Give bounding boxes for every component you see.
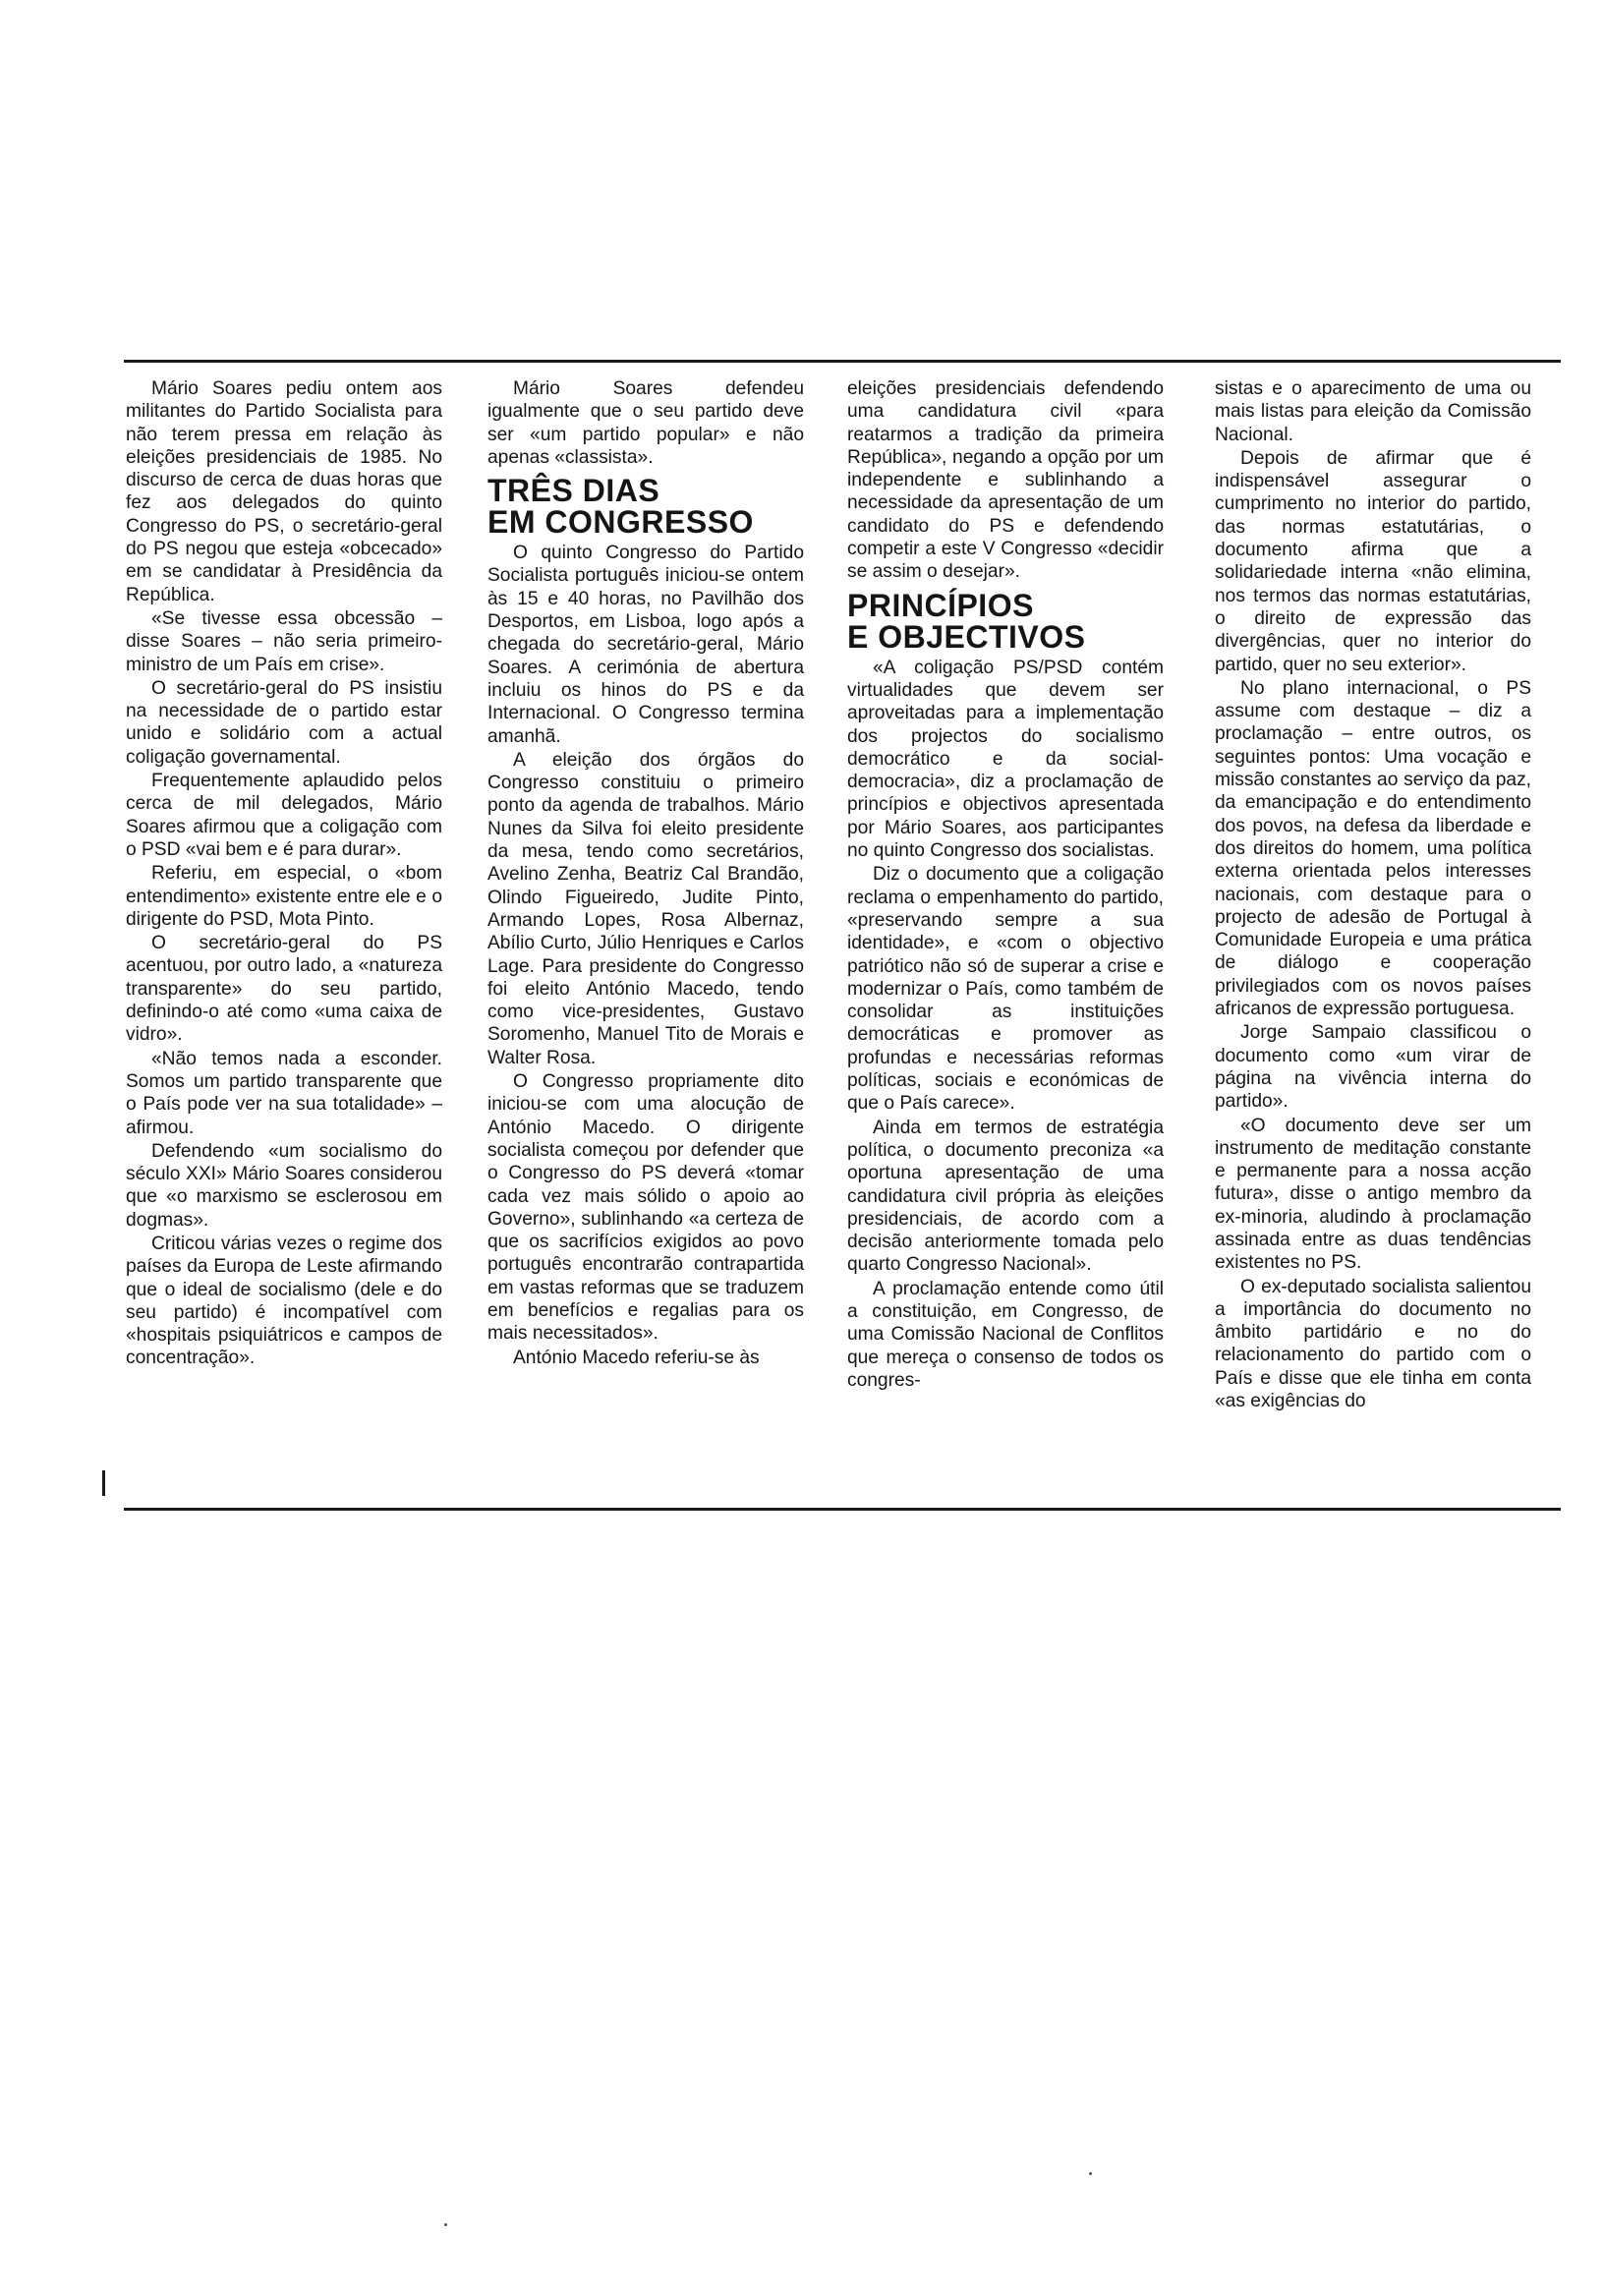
paragraph: Referiu, em especial, o «bom entendimento» existente entre ele e o dirigente do PSD, Mota Pinto.: [126, 863, 442, 930]
subheading-line: PRINCÍPIOS: [847, 587, 1034, 623]
margin-mark: [102, 1470, 105, 1496]
paragraph: Defendendo «um socialismo do século XXI» Mário Soares considerou que «o marxismo se esclerosou em dogmas».: [126, 1140, 442, 1231]
paragraph: Frequentemente aplaudido pelos cerca de mil delegados, Mário Soares afirmou que a coligação com o PSD «vai bem e é para durar».: [126, 771, 442, 860]
paragraph: O ex-deputado socialista salientou a importância do documento no âmbito partidário e no do relacionamento do partido com o País e disse que ele tinha em conta «as exigências do: [1215, 1276, 1531, 1412]
subheading-line: TRÊS DIAS: [487, 473, 660, 509]
paragraph: «A coligação PS/PSD contém virtualidades que devem ser aproveitadas para a implementação dos projectos do socialismo democrático e da social-democracia», diz a proclamação de princípios e objectivos apresentada por Mário Soares, aos participantes no quinto Congresso dos socialistas.: [847, 657, 1164, 862]
paragraph: O Congresso propriamente dito iniciou-se com uma alocução de António Macedo. O dirigente socialista começou por defender que o Congresso do PS deverá «tomar cada vez mais sólido o apoio ao Governo», sublinhando «a certeza de que os sacrifícios exigidos ao povo português encontrarão contrapartida em vastas reformas que se traduzem em benefícios e regalias para os mais necessitados».: [487, 1071, 804, 1345]
subheading-tres-dias: [487, 473, 804, 541]
newspaper-clipping: [124, 360, 1561, 1520]
paragraph: Diz o documento que a coligação reclama o empenhamento do partido, «preservando sempre a sua identidade», e «com o objectivo patriótico não só de superar a crise e modernizar o País, como também de consolidar as instituições democráticas e promover as profundas e necessárias reformas políticas, sociais e económicas de que o País carece».: [847, 864, 1164, 1115]
scan-speck: [444, 2223, 447, 2226]
paragraph: «O documento deve ser um instrumento de meditação constante e permanente para a nossa acção futura», disse o antigo membro da ex-minoria, aludindo à proclamação assinada entre as duas tendências existentes no PS.: [1215, 1115, 1531, 1274]
paragraph: Jorge Sampaio classificou o documento como «um virar de página na vivência interna do partido».: [1215, 1022, 1531, 1113]
column-4: [1215, 377, 1531, 1413]
paragraph: «Não temos nada a esconder. Somos um partido transparente que o País pode ver na sua totalidade» – afirmou.: [126, 1048, 442, 1138]
subheading-line: E OBJECTIVOS: [847, 618, 1086, 655]
paragraph: sistas e o aparecimento de uma ou mais listas para eleição da Comissão Nacional.: [1215, 378, 1531, 445]
paragraph: O secretário-geral do PS acentuou, por outro lado, a «natureza transparente» do seu partido, definindo-o até como «uma caixa de vidro».: [126, 933, 442, 1046]
paragraph: No plano internacional, o PS assume com destaque – diz a proclamação – entre outros, os seguintes pontos: Uma vocação e missão constantes ao serviço da paz, da emancipação e do entendimento dos povos, na defesa da liberdade e dos direitos do homem, uma política externa orientada pelos interesses nacionais, com destaque para o projecto de adesão de Portugal à Comunidade Europeia e uma prática de diálogo e cooperação privilegiados com os novos países africanos de expressão portuguesa.: [1215, 677, 1531, 1020]
bottom-rule: [124, 1508, 1561, 1511]
paragraph: A proclamação entende como útil a constituição, em Congresso, de uma Comissão Nacional de Conflitos que mereça o consenso de todos os congres-: [847, 1278, 1164, 1391]
paragraph: A eleição dos órgãos do Congresso constituiu o primeiro ponto da agenda de trabalhos. Mário Nunes da Silva foi eleito presidente da mesa, tendo como secretários, Avelino Zenha, Beatriz Cal Brandão, Olindo Figueiredo, Judite Pinto, Armando Lopes, Rosa Albernaz, Abílio Curto, Júlio Henriques e Carlos Lage. Para presidente do Congresso foi eleito António Macedo, tendo como vice-presidentes, Gustavo Soromenho, Manuel Tito de Morais e Walter Rosa.: [487, 749, 804, 1068]
paragraph: eleições presidenciais defendendo uma candidatura civil «para reatarmos a tradição da primeira República», negando a opção por um independente e sublinhando a necessidade da apresentação de um candidato do PS e defendendo competir a este V Congresso «decidir se assim o desejar».: [847, 378, 1164, 583]
paragraph: Ainda em termos de estratégia política, o documento preconiza «a oportuna apresentação de uma candidatura civil própria às eleições presidenciais, de acordo com a decisão anteriormente tomada pelo quarto Congresso Nacional».: [847, 1117, 1164, 1276]
paragraph: O quinto Congresso do Partido Socialista português iniciou-se ontem às 15 e 40 horas, no Pavilhão dos Desportos, em Lisboa, logo após a chegada do secretário-geral, Mário Soares. A cerimónia de abertura incluiu os hinos do PS e da Internacional. O Congresso termina amanhã.: [487, 543, 804, 747]
paragraph: António Macedo referiu-se às: [513, 1347, 760, 1368]
column-1: [126, 377, 442, 1371]
paragraph: Criticou várias vezes o regime dos países da Europa de Leste afirmando que o ideal de socialismo (dele e do seu partido) é incompatível com «hospitais psiquiátricos e campos de concentração».: [126, 1233, 442, 1369]
subheading-principios: [847, 587, 1164, 655]
paragraph: Mário Soares defendeu igualmente que o seu partido deve ser «um partido popular» e não apenas «classista».: [487, 378, 804, 468]
subheading-line: EM CONGRESSO: [487, 504, 754, 541]
scan-speck: [1089, 2172, 1092, 2175]
paragraph: «Se tivesse essa obcessão – disse Soares – não seria primeiro-ministro de um País em crise».: [126, 607, 442, 675]
paragraph: Depois de afirmar que é indispensável assegurar o cumprimento no interior do partido, das normas estatutárias, o documento afirma que a solidariedade interna «não elimina, nos termos das normas estatutárias, o direito de expressão das divergências, quer no interior do partido, quer no seu exterior».: [1215, 447, 1531, 675]
top-rule: [124, 360, 1561, 363]
column-2: [487, 377, 804, 1370]
paragraph: O secretário-geral do PS insistiu na necessidade de o partido estar unido e solidário com a actual coligação governamental.: [126, 677, 442, 768]
column-3: [847, 377, 1164, 1393]
paragraph: Mário Soares pediu ontem aos militantes do Partido Socialista para não terem pressa em relação às eleições presidenciais de 1985. No discurso de cerca de duas horas que fez aos delegados do quinto Congresso do PS, o secretário-geral do PS negou que esteja «obcecado» em se candidatar à Presidência da República.: [126, 378, 442, 605]
